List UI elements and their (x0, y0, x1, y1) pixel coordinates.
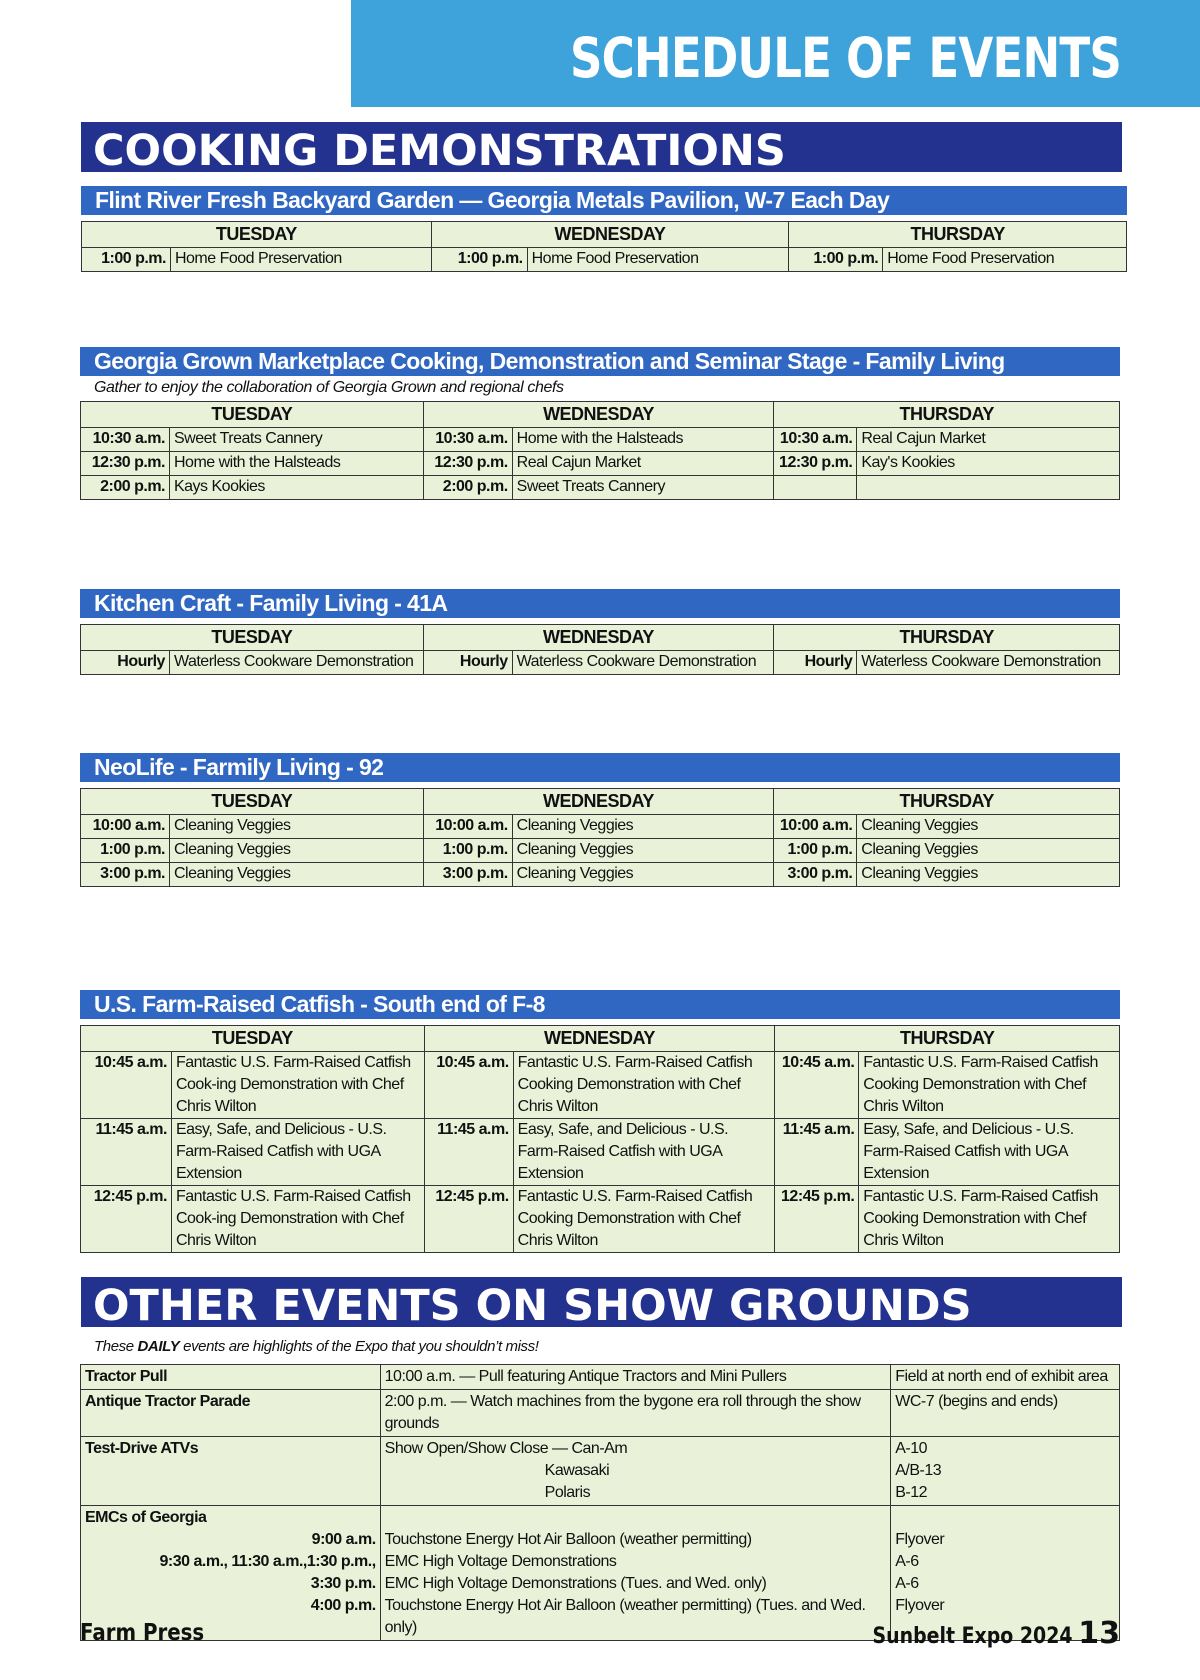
section-title: Georgia Grown Marketplace Cooking, Demonstration and Seminar Stage - Family Living (80, 347, 1120, 376)
description-line: 10:00 a.m. — Pull featuring Antique Tractors and Mini Pullers (384, 1368, 787, 1385)
footer-issue (840, 1616, 1120, 1651)
event-time: 10:30 a.m. (81, 428, 170, 452)
day-header: WEDNESDAY (423, 789, 774, 815)
schedule-table (81, 221, 1127, 272)
event-title: Real Cajun Market (512, 452, 774, 476)
emc-time: 9:30 a.m., 11:30 a.m.,1:30 p.m., (159, 1553, 376, 1570)
event-description (380, 1390, 891, 1437)
emc-location: A-6 (895, 1575, 919, 1592)
schedule-table (80, 788, 1120, 887)
table-row (81, 1186, 1120, 1253)
day-header: TUESDAY (82, 222, 432, 248)
schedule-section (80, 347, 1120, 500)
top-banner (351, 0, 1200, 107)
day-header: THURSDAY (789, 222, 1127, 248)
day-header: THURSDAY (774, 625, 1120, 651)
section-title: Kitchen Craft - Family Living - 41A (80, 589, 1120, 618)
schedule-section (81, 186, 1127, 272)
event-title: Cleaning Veggies (169, 815, 423, 839)
event-time: 11:45 a.m. (81, 1119, 172, 1186)
event-time: 3:00 p.m. (774, 863, 857, 887)
other-events-heading-text: OTHER EVENTS ON SHOW GROUNDS (93, 1281, 972, 1331)
event-time: 10:45 a.m. (424, 1052, 513, 1119)
table-row (81, 1437, 1120, 1506)
day-header: WEDNESDAY (431, 222, 789, 248)
day-header: TUESDAY (81, 789, 424, 815)
emc-description: Touchstone Energy Hot Air Balloon (weather permitting) (384, 1531, 752, 1548)
day-header: TUESDAY (81, 402, 424, 428)
event-title: Fantastic U.S. Farm-Raised Catfish Cook-ing Demonstration with Chef Chris Wilton (171, 1186, 424, 1253)
description-line: Show Open/Show Close — Can-Am (384, 1440, 628, 1457)
event-title: Waterless Cookware Demonstration (512, 651, 774, 675)
table-row (81, 1390, 1120, 1437)
emc-name: EMCs of Georgia (85, 1509, 207, 1526)
event-title: Sweet Treats Cannery (169, 428, 423, 452)
event-time: 10:00 a.m. (81, 815, 170, 839)
day-header: TUESDAY (81, 625, 424, 651)
schedule-section (80, 589, 1120, 675)
table-row (81, 815, 1120, 839)
event-time: Hourly (774, 651, 857, 675)
event-time: 12:30 p.m. (774, 452, 857, 476)
day-header: WEDNESDAY (423, 402, 774, 428)
schedule-section (80, 990, 1120, 1253)
event-time: Hourly (81, 651, 170, 675)
event-time (774, 476, 857, 500)
section-title: NeoLife - Farmily Living - 92 (80, 753, 1120, 782)
event-title: Sweet Treats Cannery (512, 476, 774, 500)
event-name: Tractor Pull (81, 1365, 381, 1390)
table-row (81, 452, 1120, 476)
description-line: Polaris (544, 1484, 591, 1501)
event-title: Home Food Preservation (527, 248, 789, 272)
event-time: Hourly (423, 651, 512, 675)
event-time: 10:00 a.m. (423, 815, 512, 839)
event-time: 1:00 p.m. (82, 248, 171, 272)
emc-location: Flyover (895, 1531, 945, 1548)
event-name: Antique Tractor Parade (81, 1390, 381, 1437)
event-time: 10:30 a.m. (774, 428, 857, 452)
event-description (380, 1437, 891, 1506)
event-time: 1:00 p.m. (81, 839, 170, 863)
table-row (82, 248, 1127, 272)
cooking-heading (81, 122, 1122, 176)
event-title: Kay's Kookies (857, 452, 1120, 476)
day-header: THURSDAY (774, 789, 1120, 815)
location-line: WC-7 (begins and ends) (895, 1393, 1058, 1410)
event-time: 1:00 p.m. (423, 839, 512, 863)
footer-publication: Farm Press (80, 1620, 205, 1646)
event-title: Easy, Safe, and Delicious - U.S. Farm-Raised Catfish with UGA Extension (859, 1119, 1120, 1186)
event-title: Cleaning Veggies (512, 839, 774, 863)
section-subtitle: Gather to enjoy the collaboration of Georgia Grown and regional chefs (94, 379, 564, 396)
event-time: 12:45 p.m. (81, 1186, 172, 1253)
table-row (81, 476, 1120, 500)
schedule-table (80, 624, 1120, 675)
page-number: 13 (1078, 1616, 1120, 1651)
event-time: 12:45 p.m. (775, 1186, 859, 1253)
table-row (81, 428, 1120, 452)
event-title: Fantastic U.S. Farm-Raised Catfish Cooking Demonstration with Chef Chris Wilton (513, 1186, 775, 1253)
event-time: 12:45 p.m. (424, 1186, 513, 1253)
event-title: Cleaning Veggies (857, 863, 1120, 887)
event-time: 11:45 a.m. (424, 1119, 513, 1186)
event-location (891, 1390, 1120, 1437)
event-time: 3:00 p.m. (423, 863, 512, 887)
page-title: SCHEDULE OF EVENTS (569, 26, 1121, 90)
emc-description: Touchstone Energy Hot Air Balloon (weather permitting) (Tues. and Wed. only) (384, 1597, 866, 1636)
location-line: Field at north end of exhibit area (895, 1368, 1108, 1385)
event-time: 2:00 p.m. (81, 476, 170, 500)
description-line: Kawasaki (544, 1462, 610, 1479)
table-row (81, 1052, 1120, 1119)
event-time: 10:30 a.m. (423, 428, 512, 452)
event-location (891, 1437, 1120, 1506)
event-title: Waterless Cookware Demonstration (857, 651, 1120, 675)
event-title: Cleaning Veggies (512, 863, 774, 887)
event-time: 2:00 p.m. (423, 476, 512, 500)
event-title: Home Food Preservation (170, 248, 431, 272)
event-title: Easy, Safe, and Delicious - U.S. Farm-Raised Catfish with UGA Extension (171, 1119, 424, 1186)
event-title: Fantastic U.S. Farm-Raised Catfish Cooking Demonstration with Chef Chris Wilton (513, 1052, 775, 1119)
other-events-heading (81, 1277, 1122, 1331)
event-description (380, 1365, 891, 1390)
table-row (81, 1365, 1120, 1390)
event-title: Fantastic U.S. Farm-Raised Catfish Cook-ing Demonstration with Chef Chris Wilton (171, 1052, 424, 1119)
event-title: Fantastic U.S. Farm-Raised Catfish Cooking Demonstration with Chef Chris Wilton (859, 1052, 1120, 1119)
event-title: Cleaning Veggies (169, 839, 423, 863)
event-title: Home with the Halsteads (169, 452, 423, 476)
event-title: Cleaning Veggies (512, 815, 774, 839)
event-time: 11:45 a.m. (775, 1119, 859, 1186)
event-time: 10:45 a.m. (81, 1052, 172, 1119)
table-row (81, 651, 1120, 675)
event-name: Test-Drive ATVs (81, 1437, 381, 1506)
footer-issue-name: Sunbelt Expo 2024 (872, 1624, 1073, 1649)
day-header: THURSDAY (775, 1026, 1120, 1052)
event-title: Real Cajun Market (857, 428, 1120, 452)
emc-time: 3:30 p.m. (310, 1575, 376, 1592)
day-header: WEDNESDAY (424, 1026, 775, 1052)
event-time: 12:30 p.m. (423, 452, 512, 476)
event-time: 12:30 p.m. (81, 452, 170, 476)
event-title: Easy, Safe, and Delicious - U.S. Farm-Raised Catfish with UGA Extension (513, 1119, 775, 1186)
description-line: 2:00 p.m. — Watch machines from the bygone era roll through the show grounds (384, 1393, 861, 1432)
other-events-table (80, 1364, 1120, 1641)
event-description (380, 1506, 891, 1641)
event-location (891, 1365, 1120, 1390)
emc-time: 9:00 a.m. (311, 1531, 376, 1548)
emc-location: Flyover (895, 1597, 945, 1614)
event-title: Home Food Preservation (883, 248, 1127, 272)
event-title: Home with the Halsteads (512, 428, 774, 452)
event-title: Cleaning Veggies (857, 839, 1120, 863)
event-title: Waterless Cookware Demonstration (169, 651, 423, 675)
event-time: 3:00 p.m. (81, 863, 170, 887)
table-row (81, 863, 1120, 887)
table-row (81, 1119, 1120, 1186)
event-title: Kays Kookies (169, 476, 423, 500)
schedule-section (80, 753, 1120, 887)
emc-description: EMC High Voltage Demonstrations (384, 1553, 617, 1570)
schedule-table (80, 1025, 1120, 1253)
emc-description: EMC High Voltage Demonstrations (Tues. and Wed. only) (384, 1575, 767, 1592)
day-header: WEDNESDAY (423, 625, 774, 651)
other-intro: These DAILY events are highlights of the Expo that you shouldn’t miss! (94, 1338, 539, 1355)
event-title: Cleaning Veggies (857, 815, 1120, 839)
location-line: A/B-13 (895, 1462, 942, 1479)
schedule-table (80, 401, 1120, 500)
day-header: THURSDAY (774, 402, 1120, 428)
location-line: B-12 (895, 1484, 928, 1501)
table-row (81, 839, 1120, 863)
event-time: 1:00 p.m. (774, 839, 857, 863)
event-title: Fantastic U.S. Farm-Raised Catfish Cooking Demonstration with Chef Chris Wilton (859, 1186, 1120, 1253)
event-title: Cleaning Veggies (169, 863, 423, 887)
section-title: Flint River Fresh Backyard Garden — Georgia Metals Pavilion, W-7 Each Day (81, 186, 1127, 215)
event-time: 1:00 p.m. (431, 248, 527, 272)
day-header: TUESDAY (81, 1026, 425, 1052)
event-title (857, 476, 1120, 500)
location-line: A-10 (895, 1440, 928, 1457)
emc-location: A-6 (895, 1553, 919, 1570)
section-title: U.S. Farm-Raised Catfish - South end of F-8 (80, 990, 1120, 1019)
event-time: 1:00 p.m. (789, 248, 883, 272)
cooking-heading-text: COOKING DEMONSTRATIONS (93, 126, 786, 176)
emc-time: 4:00 p.m. (310, 1597, 376, 1614)
event-time: 10:00 a.m. (774, 815, 857, 839)
event-time: 10:45 a.m. (775, 1052, 859, 1119)
